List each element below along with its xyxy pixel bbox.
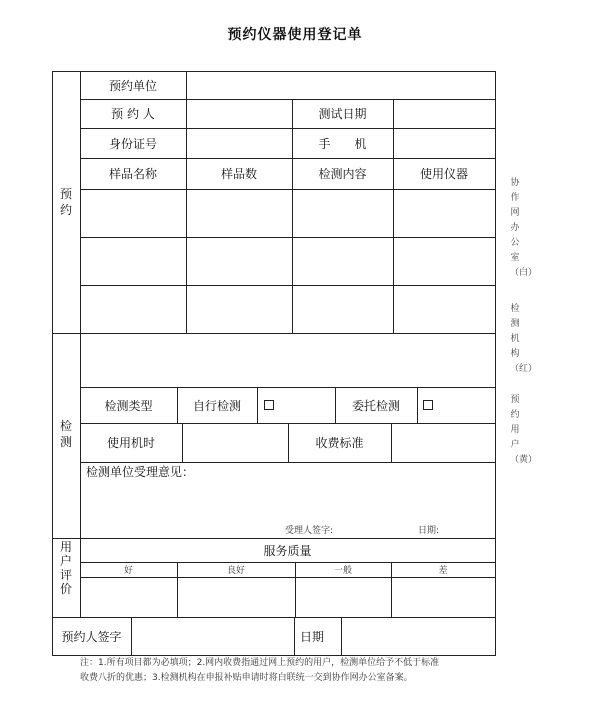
field-id-number[interactable] <box>186 128 292 158</box>
header-test-content: 检测内容 <box>318 167 367 181</box>
section-label-testing: 检测 <box>59 419 72 449</box>
header-service-quality: 服务质量 <box>263 543 312 558</box>
field-rating-average[interactable] <box>295 577 391 617</box>
section-label-reservation: 预约 <box>59 187 72 217</box>
rating-good: 良好 <box>226 566 245 576</box>
label-reserver: 预 约 人 <box>111 107 155 121</box>
field-fee-standard[interactable] <box>391 423 495 462</box>
field-reserving-unit[interactable] <box>186 71 495 99</box>
field-rating-poor[interactable] <box>391 577 495 617</box>
label-reserver-signature: 预约人签字 <box>61 629 122 644</box>
header-sample-count: 样品数 <box>220 167 257 181</box>
field-rating-excellent[interactable] <box>80 577 177 617</box>
side-note-user-copy: 预约用户（黄） <box>510 395 538 465</box>
label-receiver-signature: 受理人签字: <box>285 526 334 536</box>
checkbox-icon <box>264 400 274 410</box>
rating-average: 一般 <box>333 566 352 576</box>
checkbox-entrusted-test[interactable] <box>417 387 495 423</box>
side-note-agency-copy: 检测机构（红） <box>510 304 538 374</box>
label-receiver-date: 日期: <box>418 526 440 536</box>
header-sample-name: 样品名称 <box>108 167 157 181</box>
field-machine-time[interactable] <box>182 423 288 462</box>
footnote <box>80 656 500 686</box>
checkbox-icon <box>423 400 433 410</box>
field-test-date[interactable] <box>393 99 495 128</box>
label-acceptance-opinion: 检测单位受理意见： <box>86 465 195 479</box>
label-fee-standard: 收费标准 <box>315 436 364 450</box>
footnote-line-2: 收费八折的优惠；3.检测机构在申报补贴申请时将白联统一交到协作网办公室备案。 <box>80 673 413 683</box>
rating-excellent: 好 <box>123 566 133 576</box>
form-title: 预约仪器使用登记单 <box>227 27 363 43</box>
label-reserving-unit: 预约单位 <box>108 78 157 93</box>
label-phone: 手 机 <box>318 136 367 151</box>
side-note-office-copy: 协作网办公室（白） <box>510 178 538 278</box>
checkbox-self-test[interactable] <box>257 387 335 423</box>
label-id-number: 身份证号 <box>108 136 157 151</box>
field-signature-date[interactable] <box>341 617 495 655</box>
rating-poor: 差 <box>438 566 448 576</box>
field-reserver[interactable] <box>186 99 292 128</box>
label-entrusted-test: 委托检测 <box>351 398 400 413</box>
label-self-test: 自行检测 <box>192 398 241 413</box>
section-label-user-evaluation: 用户评价 <box>59 540 72 596</box>
header-instrument: 使用仪器 <box>419 167 468 181</box>
field-rating-good[interactable] <box>177 577 295 617</box>
label-machine-time: 使用机时 <box>106 436 155 450</box>
label-test-date: 测试日期 <box>318 107 367 121</box>
footnote-line-1: 注：1.所有项目都为必填项；2.网内收费指通过网上预约的用户，检测单位给予不低于标准 <box>80 658 440 668</box>
field-reserver-signature[interactable] <box>131 617 294 655</box>
field-phone[interactable] <box>393 128 495 158</box>
label-test-type: 检测类型 <box>104 398 153 413</box>
label-signature-date: 日期 <box>300 629 325 644</box>
